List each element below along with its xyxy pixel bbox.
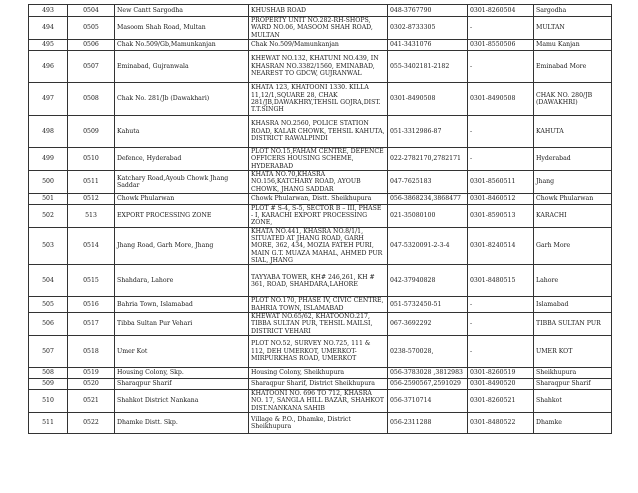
- branch-address: PROPERTY UNIT NO.282-RH-SHOPS, WARD NO.06, MASOOM SHAH ROAD, MULTAN: [249, 17, 388, 40]
- row-number: 506: [29, 312, 68, 335]
- table-row: [29, 335, 612, 367]
- table-row: [29, 39, 612, 50]
- row-number: 494: [29, 17, 68, 40]
- branch-name: New Cantt Sargodha: [115, 5, 249, 17]
- branch-address: PLOT # S-4, S-5, SECTOR B – III, PHASE - I, KARACHI EXPORT PROCESSING ZONE,: [249, 204, 388, 227]
- branch-address: KHATA 123, KHATOONI 1330. KILLA 11,12/1,SQUARE 28, CHAK 281/JB,DAWAKHRY,TEHSIL GOJRA,DIST. T.T.SINGH: [249, 82, 388, 115]
- city: Mamu Kanjan: [534, 39, 612, 50]
- branch-code: 0509: [68, 115, 115, 147]
- branch-address: KHATA NO.441, KHASRA NO.8/1/1, SITUATED AT JHANG ROAD, GARH MORE, 362, 434, MOZIA FATEH PURI, MAIN G.T. MUAZA MAHAL, AHMED PUR SIAL, JHANG: [249, 227, 388, 265]
- branch-code: 0511: [68, 170, 115, 193]
- branch-name: Chak No.509/Gb,Mamunkanjan: [115, 39, 249, 50]
- table-row: [29, 82, 612, 115]
- city: CHAK NO. 280/JB (DAWAKHRI): [534, 82, 612, 115]
- branch-name: EXPORT PROCESSING ZONE: [115, 204, 249, 227]
- branch-address: KHUSHAB ROAD: [249, 5, 388, 17]
- row-number: 508: [29, 367, 68, 378]
- mobile-number: 0301-8480522: [468, 412, 534, 433]
- branch-name: Katchary Road,Ayoub Chowk Jhang Saddar: [115, 170, 249, 193]
- branch-address: KHATA NO.70,KHASRA NO.156,KATCHARY ROAD, AYOUB CHOWK, JHANG SADDAR: [249, 170, 388, 193]
- phone-number: 056-3868234,3868477: [388, 193, 468, 204]
- table-row: [29, 147, 612, 170]
- table-row: [29, 367, 612, 378]
- phone-number: 047-5320091-2-3-4: [388, 227, 468, 265]
- phone-number: 056-3783028 ,3812983: [388, 367, 468, 378]
- row-number: 502: [29, 204, 68, 227]
- mobile-number: 0301-8260504: [468, 5, 534, 17]
- table-row: [29, 389, 612, 412]
- row-number: 511: [29, 412, 68, 433]
- city: Sharaqpur Sharif: [534, 378, 612, 389]
- mobile-number: -: [468, 335, 534, 367]
- phone-number: 041-3431076: [388, 39, 468, 50]
- branch-code: 0504: [68, 5, 115, 17]
- branch-address: TAYYABA TOWER, KH# 246,261, KH # 361, ROAD, SHAHDARA,LAHORE: [249, 265, 388, 297]
- branch-name: Housing Colony, Skp.: [115, 367, 249, 378]
- table-row: [29, 17, 612, 40]
- table-row: [29, 297, 612, 313]
- row-number: 500: [29, 170, 68, 193]
- row-number: 499: [29, 147, 68, 170]
- city: Hyderabad: [534, 147, 612, 170]
- branch-address: PLOT NO.170, PHASE IV, CIVIC CENTRE, BAHRIA TOWN, ISLAMABAD: [249, 297, 388, 313]
- branch-code: 0515: [68, 265, 115, 297]
- city: Lahore: [534, 265, 612, 297]
- phone-number: 042-37940828: [388, 265, 468, 297]
- branch-code: 0507: [68, 50, 115, 82]
- branch-code: 0519: [68, 367, 115, 378]
- phone-number: 056-2311288: [388, 412, 468, 433]
- branch-address: Housing Colony, Sheikhupura: [249, 367, 388, 378]
- mobile-number: -: [468, 147, 534, 170]
- phone-number: 0301-8490508: [388, 82, 468, 115]
- branch-address: PLOT NO.15,FAHAM CENTRE, DEFENCE OFFICERS HOUSING SCHEME, HYDERABAD: [249, 147, 388, 170]
- branch-code: 0514: [68, 227, 115, 265]
- mobile-number: 0301-8260521: [468, 389, 534, 412]
- row-number: 501: [29, 193, 68, 204]
- branch-name: Masoom Shah Road, Multan: [115, 17, 249, 40]
- city: UMER KOT: [534, 335, 612, 367]
- mobile-number: -: [468, 312, 534, 335]
- table-row: [29, 115, 612, 147]
- city: Shahkot: [534, 389, 612, 412]
- branch-code: 0516: [68, 297, 115, 313]
- city: MULTAN: [534, 17, 612, 40]
- mobile-number: 0301-8560511: [468, 170, 534, 193]
- branch-name: Dhamke Distt. Skp.: [115, 412, 249, 433]
- branch-name: Sharaqpur Sharif: [115, 378, 249, 389]
- city: Eminabad More: [534, 50, 612, 82]
- branch-name: Umer Kot: [115, 335, 249, 367]
- branch-name: Jhang Road, Garh More, Jhang: [115, 227, 249, 265]
- city: Dhamke: [534, 412, 612, 433]
- row-number: 495: [29, 39, 68, 50]
- phone-number: 021-35080100: [388, 204, 468, 227]
- row-number: 504: [29, 265, 68, 297]
- branch-code: 0505: [68, 17, 115, 40]
- branch-code: 0518: [68, 335, 115, 367]
- phone-number: 047-7625183: [388, 170, 468, 193]
- table-row: [29, 50, 612, 82]
- branch-code: 0520: [68, 378, 115, 389]
- branch-name: Tibba Sultan Pur Vehari: [115, 312, 249, 335]
- branch-address: KHEWAT NO.65/62, KHATOONO.217, TIBBA SULTAN PUR, TEHSIL MAILSI, DISTRICT VEHARI: [249, 312, 388, 335]
- mobile-number: 0301-8240514: [468, 227, 534, 265]
- branch-address: Chowk Phularwan, Distt. Sheikhupura: [249, 193, 388, 204]
- city: TIBBA SULTAN PUR: [534, 312, 612, 335]
- row-number: 493: [29, 5, 68, 17]
- phone-number: 0302-8733305: [388, 17, 468, 40]
- mobile-number: 0301-8480515: [468, 265, 534, 297]
- row-number: 498: [29, 115, 68, 147]
- mobile-number: 0301-8260519: [468, 367, 534, 378]
- phone-number: 051-5732450-51: [388, 297, 468, 313]
- table-body: [29, 5, 612, 434]
- table-row: [29, 193, 612, 204]
- row-number: 507: [29, 335, 68, 367]
- table-row: [29, 412, 612, 433]
- branch-address: PLOT NO.52, SURVEY NO.725, 111 & 112, DEH UMERKOT, UMERKOT-MIRPURKHAS ROAD, UMERKOT: [249, 335, 388, 367]
- phone-number: 056-2590567,2591029: [388, 378, 468, 389]
- row-number: 509: [29, 378, 68, 389]
- branch-code: 513: [68, 204, 115, 227]
- branch-name: Bahria Town, Islamabad: [115, 297, 249, 313]
- branch-address: KHATOONI NO. 696 TO 712, KHASRA NO. 17, SANGLA HILL BAZAR, SHAHKOT DIST.NANKANA SAHIB: [249, 389, 388, 412]
- branch-code: 0521: [68, 389, 115, 412]
- city: Chowk Phularwan: [534, 193, 612, 204]
- branch-name: Shahkot District Nankana: [115, 389, 249, 412]
- branch-code: 0508: [68, 82, 115, 115]
- branch-name: Eminabad, Gujranwala: [115, 50, 249, 82]
- mobile-number: 0301-8590513: [468, 204, 534, 227]
- city: Sheikhupura: [534, 367, 612, 378]
- row-number: 496: [29, 50, 68, 82]
- table-row: [29, 5, 612, 17]
- branch-address: KHASRA NO.2560, POLICE STATION ROAD, KALAR CHOWK, TEHSIL KAHUTA, DISTRICT RAWALPINDI: [249, 115, 388, 147]
- branch-name: Chak No. 281/Jb (Dawakhari): [115, 82, 249, 115]
- table-row: [29, 312, 612, 335]
- branch-name: Defence, Hyderabad: [115, 147, 249, 170]
- row-number: 505: [29, 297, 68, 313]
- row-number: 497: [29, 82, 68, 115]
- mobile-number: 0301-8460512: [468, 193, 534, 204]
- row-number: 503: [29, 227, 68, 265]
- phone-number: 051-3312986-87: [388, 115, 468, 147]
- table-row: [29, 265, 612, 297]
- city: Jhang: [534, 170, 612, 193]
- branch-code: 0506: [68, 39, 115, 50]
- branch-name: Kahuta: [115, 115, 249, 147]
- mobile-number: -: [468, 297, 534, 313]
- table-row: [29, 378, 612, 389]
- branch-address: KHEWAT NO.132, KHATUNI NO.439, IN KHASRAN NO.3382/1560, EMINABAD, NEAREST TO GDCW, GUJRANWAL: [249, 50, 388, 82]
- mobile-number: 0301-8550506: [468, 39, 534, 50]
- phone-number: 067-3692292: [388, 312, 468, 335]
- branch-address: Village & P.O., Dhamke, District Sheikhupura: [249, 412, 388, 433]
- phone-number: 056-3710714: [388, 389, 468, 412]
- mobile-number: 0301-8490508: [468, 82, 534, 115]
- branch-code: 0517: [68, 312, 115, 335]
- city: KAHUTA: [534, 115, 612, 147]
- branch-address: Chak No.509/Mamunkanjan: [249, 39, 388, 50]
- branch-name: Chowk Phularwan: [115, 193, 249, 204]
- city: Garh More: [534, 227, 612, 265]
- branch-code: 0512: [68, 193, 115, 204]
- branch-code: 0510: [68, 147, 115, 170]
- branch-table: [28, 4, 612, 434]
- phone-number: 0238-570028,: [388, 335, 468, 367]
- table-row: [29, 170, 612, 193]
- mobile-number: 0301-8490520: [468, 378, 534, 389]
- table-row: [29, 204, 612, 227]
- phone-number: 048-3767790: [388, 5, 468, 17]
- branch-address: Sharaqpur Sharif, District Sheikhupura: [249, 378, 388, 389]
- city: Sargodha: [534, 5, 612, 17]
- row-number: 510: [29, 389, 68, 412]
- phone-number: 022-2782170,2782171: [388, 147, 468, 170]
- city: KARACHI: [534, 204, 612, 227]
- branch-code: 0522: [68, 412, 115, 433]
- branch-name: Shahdara, Lahore: [115, 265, 249, 297]
- city: Islamabad: [534, 297, 612, 313]
- mobile-number: -: [468, 50, 534, 82]
- table-row: [29, 227, 612, 265]
- mobile-number: -: [468, 17, 534, 40]
- mobile-number: -: [468, 115, 534, 147]
- phone-number: 055-3402181-2182: [388, 50, 468, 82]
